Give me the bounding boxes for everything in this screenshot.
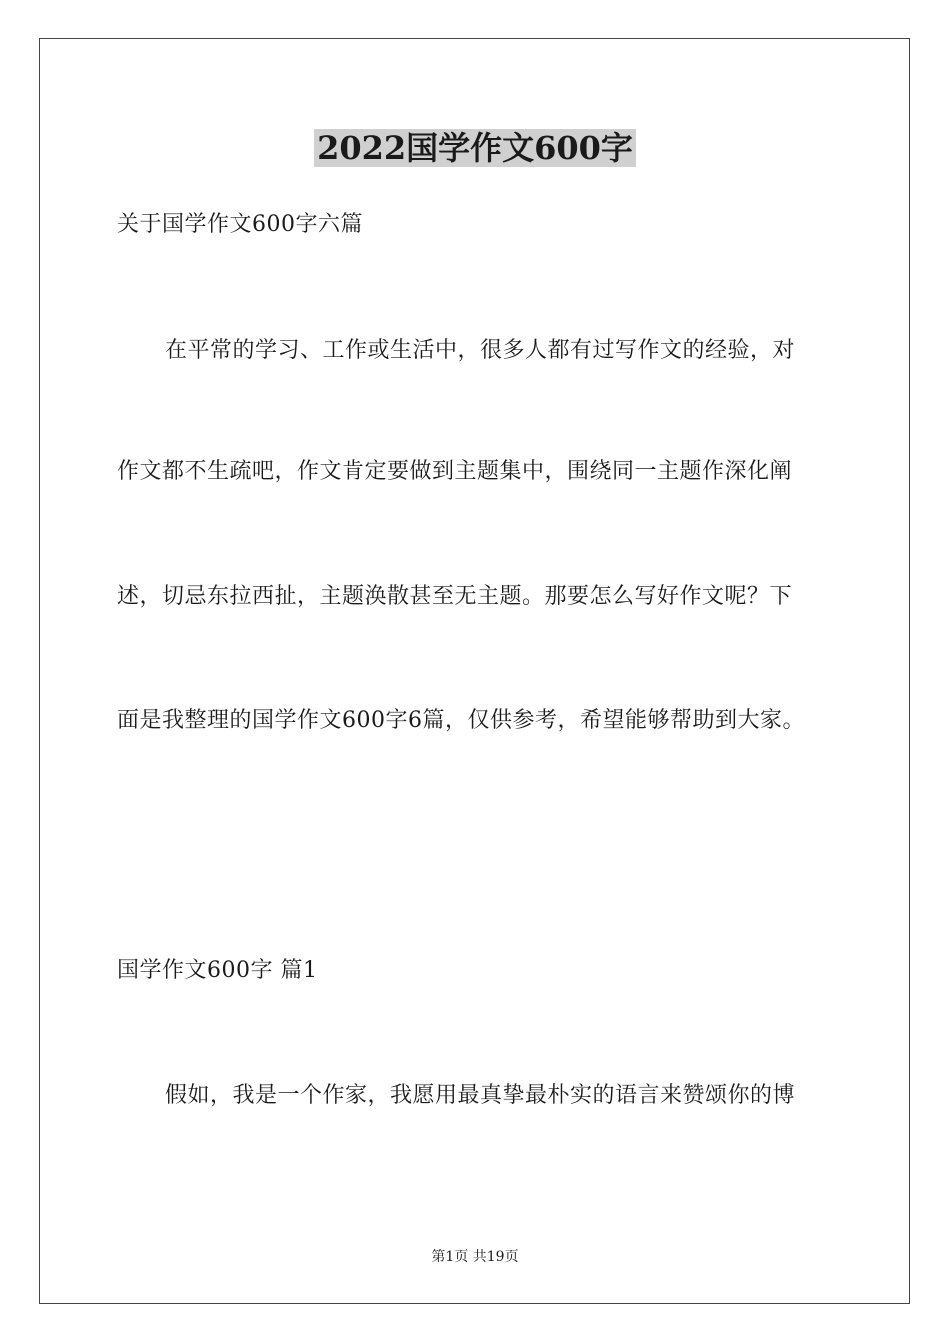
paragraph-line: 假如，我是一个作家，我愿用最真挚最朴实的语言来赞颂你的博: [165, 1083, 796, 1108]
paragraph-line: 面是我整理的国学作文600字6篇，仅供参考，希望能够帮助到大家。: [117, 708, 805, 733]
section-heading: 国学作文600字 篇1: [117, 958, 318, 983]
document-title: [0, 126, 950, 170]
paragraph-line: 在平常的学习、工作或生活中，很多人都有过写作文的经验，对: [165, 338, 796, 363]
document-title-text: 2022国学作文600字: [314, 129, 636, 167]
paragraph-line: 作文都不生疏吧，作文肯定要做到主题集中，围绕同一主题作深化阐: [117, 459, 793, 484]
page-number-footer: 第1页 共19页: [431, 1249, 519, 1265]
paragraph-line: 述，切忌东拉西扯，主题涣散甚至无主题。那要怎么写好作文呢？下: [117, 584, 793, 609]
document-subtitle: 关于国学作文600字六篇: [117, 212, 363, 237]
